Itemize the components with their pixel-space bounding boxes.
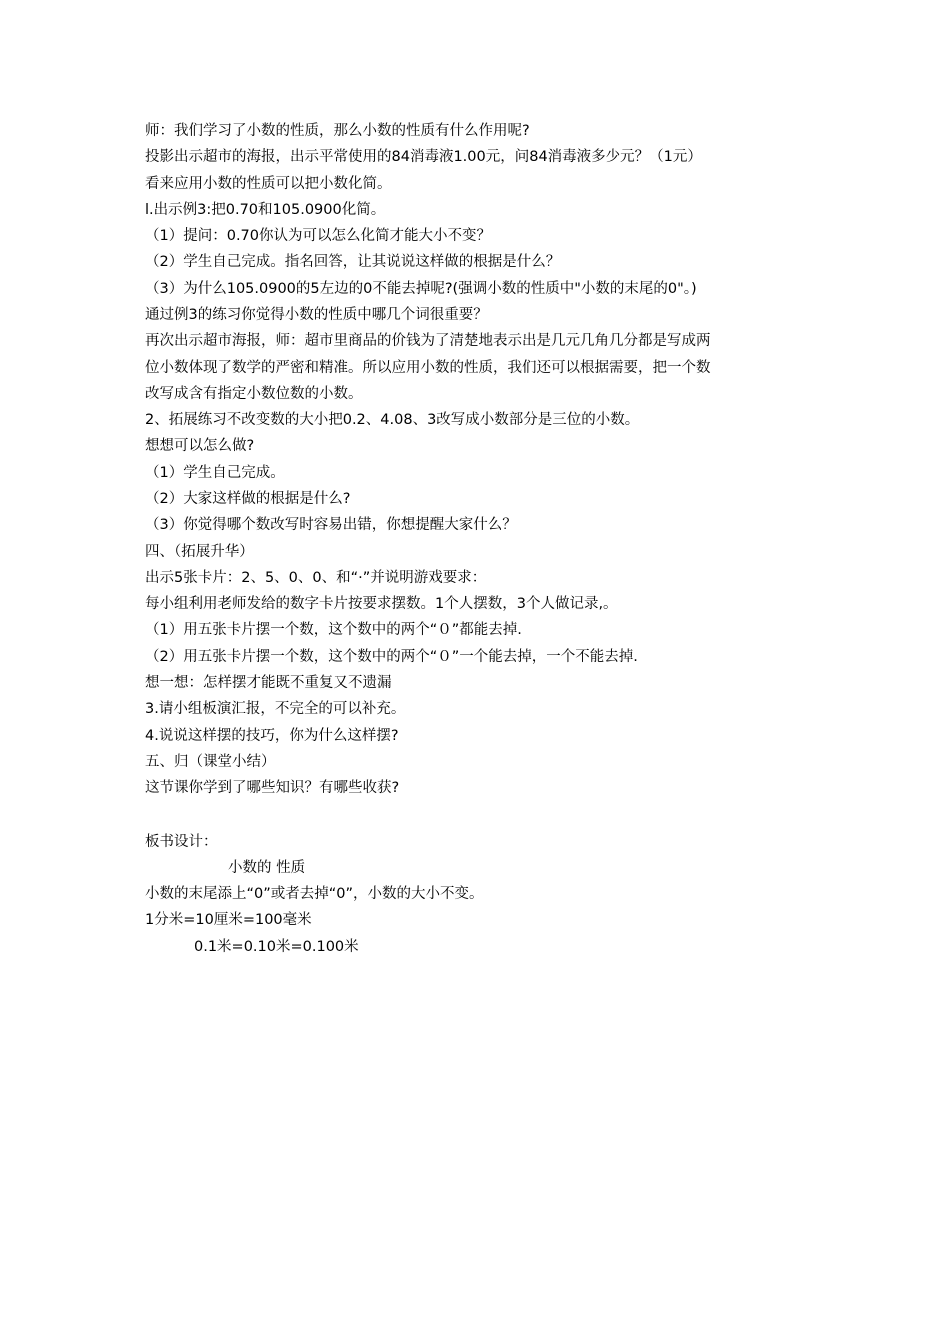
text-line: （2）学生自己完成。指名回答，让其说说这样做的根据是什么？ [145,254,561,270]
section-heading: 四、（拓展升华） [145,544,254,560]
text-line: （1）学生自己完成。 [145,465,285,481]
text-line: 3.请小组板演汇报，不完全的可以补充。 [145,701,406,717]
board-title: 小数的 性质 [228,860,306,876]
text-line: 小数的末尾添上“0”或者去掉“0”，小数的大小不变。 [145,886,484,902]
text-line: （2）用五张卡片摆一个数，这个数中的两个“０”一个能去掉，一个不能去掉. [145,649,638,665]
text-line: 改写成含有指定小数位数的小数。 [145,386,363,402]
text-line: 2、拓展练习不改变数的大小把0.2、4.08、3改写成小数部分是三位的小数。 [145,412,640,428]
text-line: 0.1米=0.10米=0.100米 [194,939,359,955]
text-line: （1）用五张卡片摆一个数，这个数中的两个“０”都能去掉. [145,622,522,638]
text-line: 再次出示超市海报，师：超市里商品的价钱为了清楚地表示出是几元几角几分都是写成两 [145,333,711,349]
text-line: （3）你觉得哪个数改写时容易出错，你想提醒大家什么？ [145,517,517,533]
text-line: 通过例3的练习你觉得小数的性质中哪几个词很重要？ [145,307,488,323]
text-line: 师：我们学习了小数的性质，那么小数的性质有什么作用呢? [145,123,530,139]
text-line: 每小组利用老师发给的数字卡片按要求摆数。1个人摆数，3个人做记录,。 [145,596,618,612]
text-line: 这节课你学到了哪些知识？有哪些收获? [145,780,400,796]
text-line: 投影出示超市的海报，出示平常使用的84消毒液1.00元，问84消毒液多少元？（1元） [145,149,702,165]
text-line: 1分米=10厘米=100毫米 [145,912,312,928]
text-line: l.出示例3:把0.70和105.0900化简。 [145,202,386,218]
text-line: 出示5张卡片：2、5、0、0、和“·”并说明游戏要求： [145,570,487,586]
text-line: 位小数体现了数学的严密和精准。所以应用小数的性质，我们还可以根据需要，把一个数 [145,360,711,376]
text-line: （3）为什么105.0900的5左边的0不能去掉呢?(强调小数的性质中"小数的末尾的0"。) [145,281,697,297]
board-design-heading: 板书设计： [145,834,218,850]
text-line: 想一想：怎样摆才能既不重复又不遗漏 [145,675,392,691]
text-line: 4.说说这样摆的技巧，你为什么这样摆? [145,728,399,744]
text-line: 想想可以怎么做? [145,438,255,454]
text-line: 看来应用小数的性质可以把小数化简。 [145,176,392,192]
text-line: （1）提问：0.70你认为可以怎么化简才能大小不变？ [145,228,492,244]
text-line: （2）大家这样做的根据是什么? [145,491,351,507]
section-heading: 五、归（课堂小结） [145,754,276,770]
